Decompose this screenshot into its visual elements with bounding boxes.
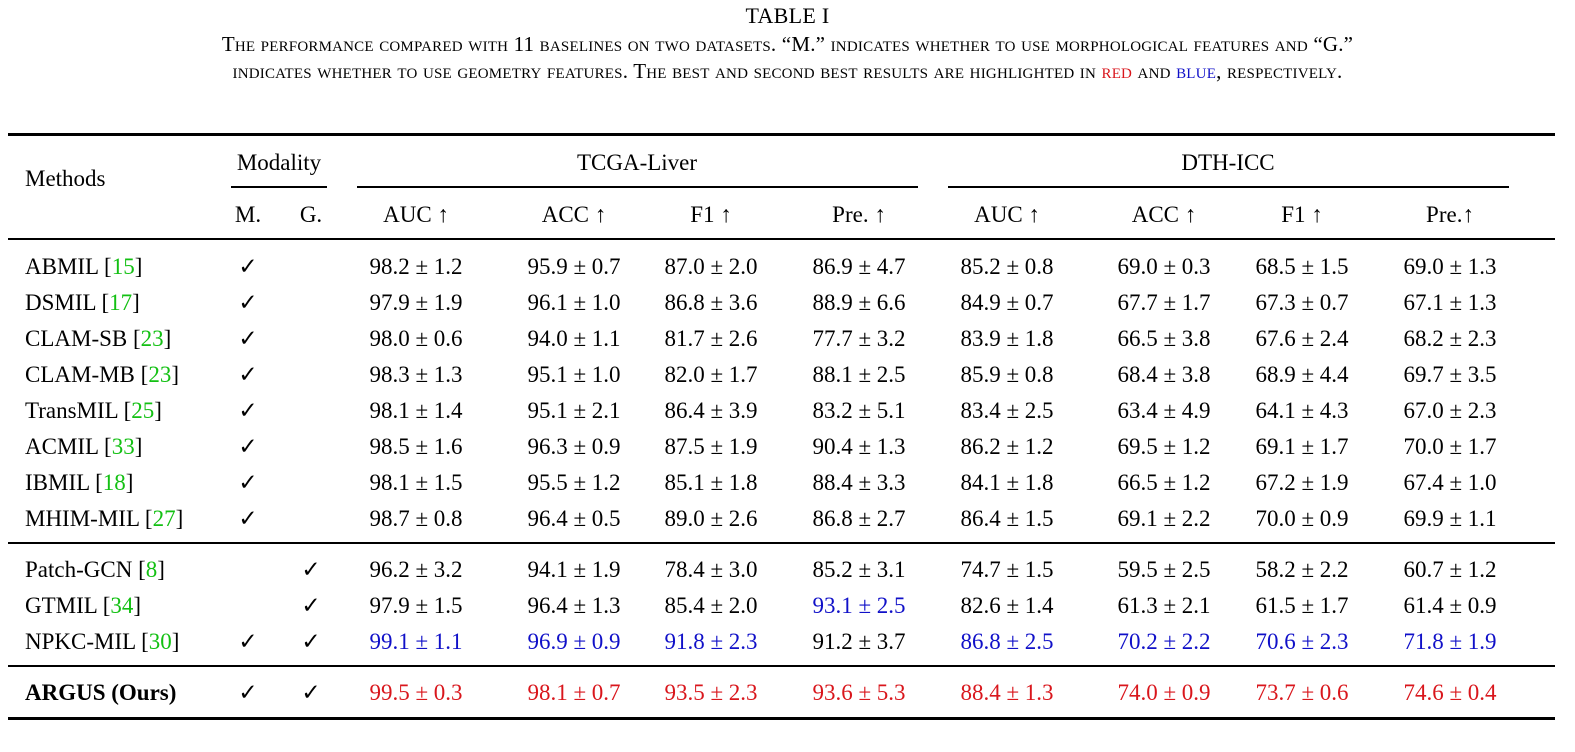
value-cell-text: 83.2 ± 5.1 (812, 398, 906, 423)
value-cell-text: 99.5 ± 0.3 (369, 680, 463, 705)
value-cell-text: 86.4 ± 1.5 (960, 506, 1054, 531)
value-cell-text: 95.5 ± 1.2 (527, 470, 621, 495)
citation-link[interactable]: 17 (109, 290, 133, 315)
method-label: CLAM-SB (25, 326, 128, 351)
method-label: IBMIL (25, 470, 90, 495)
value-cell-text: 68.4 ± 3.8 (1117, 362, 1211, 387)
value-cell-text: 67.4 ± 1.0 (1403, 470, 1497, 495)
value-cell-text: 85.1 ± 1.8 (664, 470, 758, 495)
value-cell-text: 85.9 ± 0.8 (960, 362, 1054, 387)
value-cell-text: 70.0 ± 0.9 (1255, 506, 1349, 531)
value-cell-text: 69.9 ± 1.1 (1403, 506, 1497, 531)
value-cell-text: 66.5 ± 3.8 (1117, 326, 1211, 351)
header-metric-tcga-2-text: F1 ↑ (690, 202, 732, 227)
value-cell-text: 97.9 ± 1.5 (369, 593, 463, 618)
citation-link[interactable]: 33 (111, 434, 135, 459)
value-cell-text: 68.9 ± 4.4 (1255, 362, 1349, 387)
value-cell-text: 67.1 ± 1.3 (1403, 290, 1497, 315)
value-cell-text: 95.1 ± 2.1 (527, 398, 621, 423)
value-cell-text: 85.2 ± 3.1 (812, 557, 906, 582)
value-cell-text: 58.2 ± 2.2 (1255, 557, 1349, 582)
value-cell-text: 66.5 ± 1.2 (1117, 470, 1211, 495)
value-cell-text: 77.7 ± 3.2 (812, 326, 906, 351)
value-cell-text: 69.0 ± 1.3 (1403, 254, 1497, 279)
header-metric-dth-1-text: ACC ↑ (1131, 202, 1197, 227)
tcga-liver-underline (357, 186, 918, 188)
header-metric-tcga-3-text: Pre. ↑ (832, 202, 886, 227)
value-cell-text: 94.0 ± 1.1 (527, 326, 621, 351)
check-m-icon-text: ✓ (238, 290, 258, 315)
value-cell-text: 74.7 ± 1.5 (960, 557, 1054, 582)
value-cell-text: 61.5 ± 1.7 (1255, 593, 1349, 618)
value-cell-text: 83.4 ± 2.5 (960, 398, 1054, 423)
dth-icc-underline (948, 186, 1509, 188)
value-cell-text: 71.8 ± 1.9 (1403, 629, 1497, 654)
table-label: TABLE I (745, 3, 830, 28)
header-metric-tcga-0-text: AUC ↑ (383, 202, 449, 227)
table-bottom-rule (8, 717, 1555, 720)
value-cell-text: 96.4 ± 1.3 (527, 593, 621, 618)
method-name: ACMIL [33] (25, 434, 143, 459)
citation-link[interactable]: 30 (148, 629, 172, 654)
value-cell-text: 68.2 ± 2.3 (1403, 326, 1497, 351)
value-cell-text: 90.4 ± 1.3 (812, 434, 906, 459)
method-label: ARGUS (Ours) (25, 680, 177, 705)
value-cell-text: 67.2 ± 1.9 (1255, 470, 1349, 495)
check-g-icon-text: ✓ (301, 593, 321, 618)
value-cell-text: 82.0 ± 1.7 (664, 362, 758, 387)
value-cell-text: 85.2 ± 0.8 (960, 254, 1054, 279)
value-cell-text: 67.0 ± 2.3 (1403, 398, 1497, 423)
citation-link[interactable]: 23 (148, 362, 172, 387)
value-cell-text: 67.7 ± 1.7 (1117, 290, 1211, 315)
method-label: GTMIL (25, 593, 97, 618)
method-label: MHIM-MIL (25, 506, 140, 531)
header-metric-tcga-1-text: ACC ↑ (541, 202, 607, 227)
header-bottom-rule (8, 238, 1555, 240)
value-cell-text: 86.8 ± 2.5 (960, 629, 1054, 654)
value-cell-text: 93.6 ± 5.3 (812, 680, 906, 705)
modality-underline (231, 186, 327, 188)
citation-link[interactable]: 25 (131, 398, 155, 423)
value-cell-text: 95.9 ± 0.7 (527, 254, 621, 279)
method-name: GTMIL [34] (25, 593, 142, 618)
value-cell-text: 98.0 ± 0.6 (369, 326, 463, 351)
method-name: DSMIL [17] (25, 290, 140, 315)
value-cell-text: 98.3 ± 1.3 (369, 362, 463, 387)
check-m-icon-text: ✓ (238, 326, 258, 351)
value-cell-text: 93.1 ± 2.5 (812, 593, 906, 618)
method-label: ABMIL (25, 254, 99, 279)
value-cell-text: 67.6 ± 2.4 (1255, 326, 1349, 351)
citation-link[interactable]: 18 (102, 470, 126, 495)
citation-link[interactable]: 34 (110, 593, 134, 618)
caption-and: and (1132, 59, 1177, 83)
table-top-rule (8, 133, 1555, 136)
value-cell-text: 86.2 ± 1.2 (960, 434, 1054, 459)
check-g-icon-text: ✓ (301, 557, 321, 582)
value-cell-text: 97.9 ± 1.9 (369, 290, 463, 315)
value-cell-text: 91.8 ± 2.3 (664, 629, 758, 654)
value-cell-text: 91.2 ± 3.7 (812, 629, 906, 654)
check-g-icon-text: ✓ (301, 680, 321, 705)
value-cell-text: 60.7 ± 1.2 (1403, 557, 1497, 582)
header-g-text: G. (299, 202, 323, 227)
value-cell-text: 87.0 ± 2.0 (664, 254, 758, 279)
method-name: IBMIL [18] (25, 470, 134, 495)
value-cell-text: 68.5 ± 1.5 (1255, 254, 1349, 279)
method-label: CLAM-MB (25, 362, 135, 387)
value-cell-text: 86.9 ± 4.7 (812, 254, 906, 279)
value-cell-text: 88.4 ± 1.3 (960, 680, 1054, 705)
value-cell-text: 95.1 ± 1.0 (527, 362, 621, 387)
check-m-icon-text: ✓ (238, 398, 258, 423)
value-cell-text: 70.0 ± 1.7 (1403, 434, 1497, 459)
value-cell-text: 87.5 ± 1.9 (664, 434, 758, 459)
citation-link[interactable]: 23 (140, 326, 164, 351)
value-cell-text: 98.7 ± 0.8 (369, 506, 463, 531)
value-cell-text: 96.4 ± 0.5 (527, 506, 621, 531)
method-name: TransMIL [25] (25, 398, 162, 423)
header-metric-dth-2-text: F1 ↑ (1281, 202, 1323, 227)
check-g-icon-text: ✓ (301, 629, 321, 654)
caption-red-word: red (1101, 59, 1133, 83)
value-cell-text: 61.4 ± 0.9 (1403, 593, 1497, 618)
value-cell-text: 69.5 ± 1.2 (1117, 434, 1211, 459)
check-m-icon-text: ✓ (238, 506, 258, 531)
value-cell-text: 86.8 ± 2.7 (812, 506, 906, 531)
caption-text-pre: indicates whether to use geometry features. The best and second best results are highlighted in (232, 59, 1102, 83)
header-modality: Modality (236, 150, 322, 175)
value-cell-text: 67.3 ± 0.7 (1255, 290, 1349, 315)
citation-link[interactable]: 27 (152, 506, 176, 531)
value-cell-text: 98.1 ± 1.4 (369, 398, 463, 423)
method-name: NPKC-MIL [30] (25, 629, 180, 654)
method-label: DSMIL (25, 290, 96, 315)
value-cell-text: 88.4 ± 3.3 (812, 470, 906, 495)
value-cell-text: 78.4 ± 3.0 (664, 557, 758, 582)
method-name: CLAM-SB [23] (25, 326, 172, 351)
header-metric-dth-0-text: AUC ↑ (974, 202, 1040, 227)
value-cell-text: 81.7 ± 2.6 (664, 326, 758, 351)
group-separator-rule-2 (8, 665, 1555, 667)
group-separator-rule-1 (8, 542, 1555, 544)
value-cell-text: 98.1 ± 1.5 (369, 470, 463, 495)
value-cell-text: 98.2 ± 1.2 (369, 254, 463, 279)
table-caption-line-1: The performance compared with 11 baselines on two datasets. “M.” indicates whether to use morphological features and “G.” (221, 32, 1354, 56)
header-methods: Methods (25, 166, 106, 191)
value-cell-text: 99.1 ± 1.1 (369, 629, 463, 654)
value-cell-text: 94.1 ± 1.9 (527, 557, 621, 582)
value-cell-text: 84.1 ± 1.8 (960, 470, 1054, 495)
value-cell-text: 61.3 ± 2.1 (1117, 593, 1211, 618)
value-cell-text: 82.6 ± 1.4 (960, 593, 1054, 618)
caption-text-post: , respectively. (1216, 59, 1343, 83)
value-cell-text: 74.0 ± 0.9 (1117, 680, 1211, 705)
citation-link[interactable]: 15 (111, 254, 135, 279)
method-label: TransMIL (25, 398, 118, 423)
value-cell-text: 69.7 ± 3.5 (1403, 362, 1497, 387)
method-name: MHIM-MIL [27] (25, 506, 184, 531)
value-cell-text: 74.6 ± 0.4 (1403, 680, 1497, 705)
method-name (25, 678, 176, 708)
value-cell-text: 88.9 ± 6.6 (812, 290, 906, 315)
value-cell-text: 85.4 ± 2.0 (664, 593, 758, 618)
value-cell-text: 96.1 ± 1.0 (527, 290, 621, 315)
value-cell-text: 96.3 ± 0.9 (527, 434, 621, 459)
value-cell-text: 98.1 ± 0.7 (527, 680, 621, 705)
value-cell-text: 69.0 ± 0.3 (1117, 254, 1211, 279)
value-cell-text: 86.8 ± 3.6 (664, 290, 758, 315)
value-cell-text: 93.5 ± 2.3 (664, 680, 758, 705)
value-cell-text: 63.4 ± 4.9 (1117, 398, 1211, 423)
value-cell-text: 59.5 ± 2.5 (1117, 557, 1211, 582)
check-m-icon-text: ✓ (238, 470, 258, 495)
check-m-icon-text: ✓ (238, 254, 258, 279)
value-cell-text: 64.1 ± 4.3 (1255, 398, 1349, 423)
header-m-text: M. (234, 202, 262, 227)
method-name: CLAM-MB [23] (25, 362, 179, 387)
citation-link[interactable]: 8 (145, 557, 158, 582)
value-cell-text: 69.1 ± 2.2 (1117, 506, 1211, 531)
method-label: ACMIL (25, 434, 99, 459)
value-cell-text: 88.1 ± 2.5 (812, 362, 906, 387)
value-cell-text: 96.9 ± 0.9 (527, 629, 621, 654)
value-cell-text: 84.9 ± 0.7 (960, 290, 1054, 315)
check-m-icon-text: ✓ (238, 434, 258, 459)
header-metric-dth-3-text: Pre.↑ (1426, 202, 1474, 227)
value-cell-text: 98.5 ± 1.6 (369, 434, 463, 459)
value-cell-text: 83.9 ± 1.8 (960, 326, 1054, 351)
method-label: NPKC-MIL (25, 629, 136, 654)
table-caption-line-2 (0, 58, 1575, 84)
value-cell-text: 96.2 ± 3.2 (369, 557, 463, 582)
check-m-icon-text: ✓ (238, 362, 258, 387)
method-name: ABMIL [15] (25, 254, 143, 279)
value-cell-text: 73.7 ± 0.6 (1255, 680, 1349, 705)
value-cell-text: 70.2 ± 2.2 (1117, 629, 1211, 654)
value-cell-text: 70.6 ± 2.3 (1255, 629, 1349, 654)
value-cell-text: 69.1 ± 1.7 (1255, 434, 1349, 459)
value-cell-text: 89.0 ± 2.6 (664, 506, 758, 531)
caption-blue-word: blue (1176, 59, 1217, 83)
check-m-icon-text: ✓ (238, 680, 258, 705)
method-name: Patch-GCN [8] (25, 557, 165, 582)
method-label: Patch-GCN (25, 557, 133, 582)
check-m-icon-text: ✓ (238, 629, 258, 654)
value-cell-text: 86.4 ± 3.9 (664, 398, 758, 423)
